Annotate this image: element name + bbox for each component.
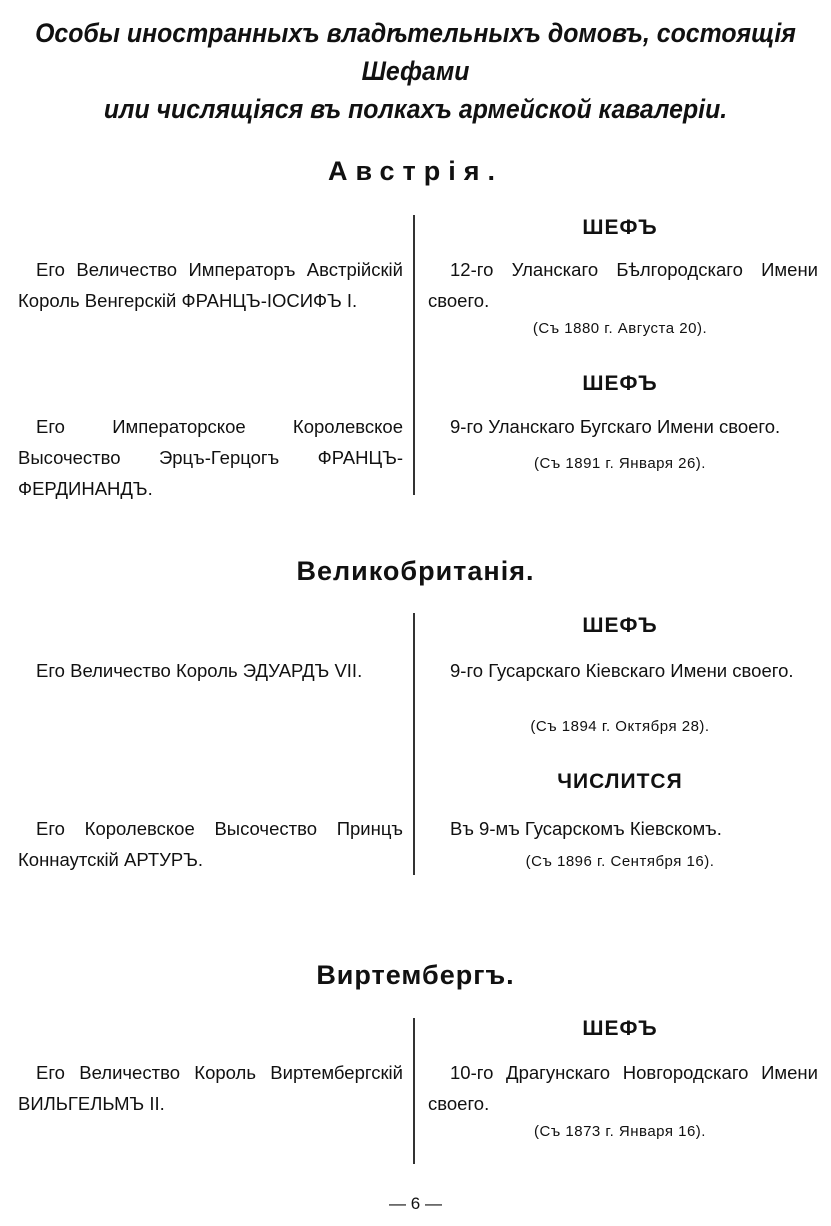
section-heading-austria: Австрія. bbox=[328, 156, 503, 186]
section-heading-britain: Великобританія. bbox=[296, 556, 535, 586]
since-date: (Съ 1891 г. Января 26). bbox=[534, 455, 706, 472]
regiment-text: 10-го Драгунскаго Новгородскаго Имени своего. bbox=[428, 1062, 818, 1114]
page-title bbox=[33, 14, 798, 128]
since-date: (Съ 1880 г. Августа 20). bbox=[532, 320, 708, 337]
since-date: (Съ 1894 г. Октября 28). bbox=[530, 718, 710, 735]
since-date: (Съ 1896 г. Сентября 16). bbox=[525, 853, 715, 870]
column-divider bbox=[413, 1018, 415, 1164]
section-heading-wurttemberg: Виртембергъ. bbox=[316, 960, 515, 990]
role-label: ШЕФЪ bbox=[582, 372, 658, 395]
since-date: (Съ 1873 г. Января 16). bbox=[534, 1123, 706, 1140]
regiment-text: 9-го Уланскаго Бугскаго Имени своего. bbox=[450, 416, 781, 437]
person-name: Его Величество Король Виртембергскій ВИЛЬГЕЛЬМЪ II. bbox=[18, 1062, 403, 1114]
person-name: Его Императорское Королевское Высочество Эрцъ-Герцогъ ФРАНЦЪ-ФЕРДИНАНДЪ. bbox=[18, 416, 403, 499]
person-name: Его Величество Императоръ Австрійскій Король Венгерскій ФРАНЦЪ-ІОСИФЪ I. bbox=[18, 259, 403, 311]
role-label: ШЕФЪ bbox=[582, 614, 658, 637]
page-number: — 6 — bbox=[389, 1194, 442, 1213]
role-label: ШЕФЪ bbox=[582, 216, 658, 239]
column-divider bbox=[413, 215, 415, 495]
person-name: Его Величество Король ЭДУАРДЪ VII. bbox=[36, 660, 363, 681]
role-label: ШЕФЪ bbox=[582, 1017, 658, 1040]
person-name: Его Королевское Высочество Принцъ Коннаутскій АРТУРЪ. bbox=[18, 818, 403, 870]
page-title-line-1: Особы иностранныхъ владѣтельныхъ домовъ, состоящія Шефами bbox=[35, 18, 796, 86]
column-divider bbox=[413, 613, 415, 875]
regiment-text: Въ 9-мъ Гусарскомъ Кіевскомъ. bbox=[450, 818, 722, 839]
regiment-text: 12-го Уланскаго Бѣлгородскаго Имени своего. bbox=[428, 259, 818, 311]
role-label: ЧИСЛИТСЯ bbox=[557, 770, 683, 793]
regiment-text: 9-го Гусарскаго Кіевскаго Имени своего. bbox=[450, 660, 794, 681]
page-title-line-2: или числящіяся въ полкахъ армейской кавалеріи. bbox=[103, 94, 728, 124]
